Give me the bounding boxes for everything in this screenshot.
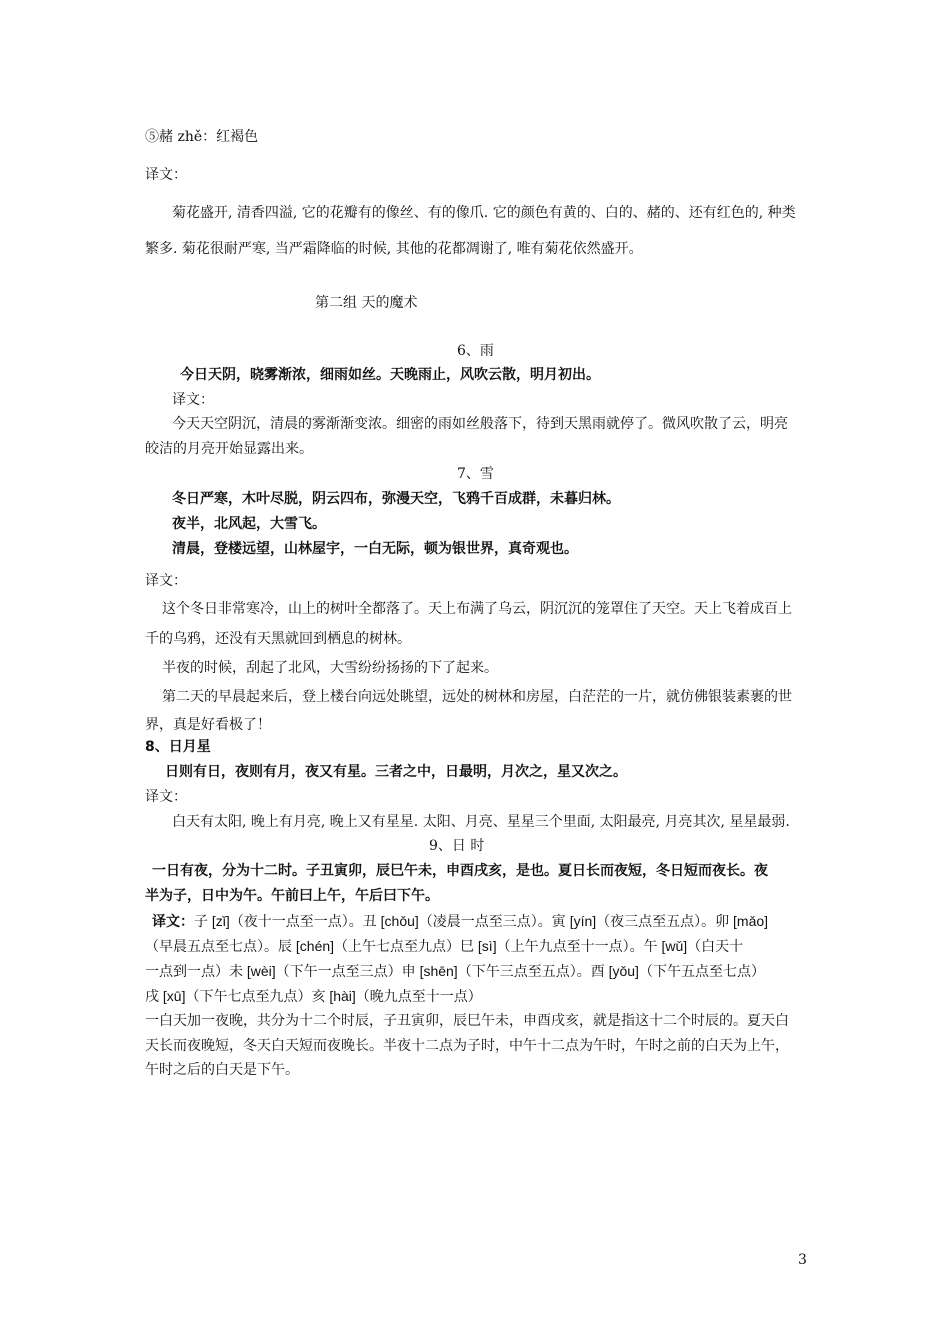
lesson-6-title: 6、雨 bbox=[457, 343, 494, 359]
juhua-translation-line: 菊花盛开, 清香四溢, 它的花瓣有的像丝、有的像爪. 它的颜色有黄的、白的、赭的、还有红色的, 种类 bbox=[172, 205, 796, 221]
yiwen-label: 译文： bbox=[145, 789, 187, 805]
yiwen-label: 译文： bbox=[145, 573, 187, 589]
lesson-7-text-line: 夜半，北风起，大雪飞。 bbox=[172, 516, 326, 532]
lesson-9-title: 9、日 时 bbox=[429, 838, 485, 854]
glossary-note-5: ⑤赭 zhě：红褐色 bbox=[145, 129, 259, 145]
lesson-8-title: 8、日月星 bbox=[145, 739, 211, 755]
lesson-7-translation-line: 半夜的时候，刮起了北风，大雪纷纷扬扬的下了起来。 bbox=[162, 660, 498, 676]
page-number: 3 bbox=[798, 1252, 807, 1268]
lesson-9-gloss-line: （早晨五点至七点）。辰 [chén]（上午七点至九点）巳 [sì]（上午九点至十一点）。午 [wǔ]（白天十 bbox=[145, 938, 744, 954]
lesson-8-text: 日则有日，夜则有月，夜又有星。三者之中，日最明，月次之，星又次之。 bbox=[165, 764, 627, 780]
lesson-9-translation-line: 天长而夜晚短，冬天白天短而夜晚长。半夜十二点为子时，中午十二点为午时，午时之前的白天为上午， bbox=[145, 1038, 789, 1054]
group-heading: 第二组 天的魔术 bbox=[315, 295, 418, 311]
juhua-translation-line: 繁多. 菊花很耐严寒, 当严霜降临的时候, 其他的花都凋谢了, 唯有菊花依然盛开。 bbox=[145, 241, 643, 257]
lesson-9-gloss-text: 子 [zǐ]（夜十一点至一点）。丑 [chǒu]（凌晨一点至三点）。寅 [yín]（夜三点至五点）。卯 [mǎo] bbox=[194, 913, 769, 929]
lesson-9-gloss-line: 戌 [xū]（下午七点至九点）亥 [hài]（晚九点至十一点） bbox=[145, 988, 482, 1004]
yiwen-label: 译文： bbox=[152, 914, 194, 930]
lesson-7-translation-line: 千的乌鸦，还没有天黑就回到栖息的树林。 bbox=[145, 631, 411, 647]
lesson-7-translation-line: 第二天的早晨起来后，登上楼台向远处眺望，远处的树林和房屋，白茫茫的一片，就仿佛银装素裹的世 bbox=[162, 689, 792, 705]
lesson-7-text-line: 冬日严寒，木叶尽脱，阴云四布，弥漫天空，飞鸦千百成群，未暮归林。 bbox=[172, 491, 620, 507]
yiwen-label: 译文： bbox=[172, 392, 214, 408]
lesson-9-translation-line: 午时之后的白天是下午。 bbox=[145, 1062, 299, 1078]
lesson-9-text-line: 半为子，日中为午。午前曰上午，午后曰下午。 bbox=[145, 888, 439, 904]
lesson-7-title: 7、雪 bbox=[457, 466, 494, 482]
yiwen-label: 译文： bbox=[145, 167, 187, 183]
lesson-7-text-line: 清晨，登楼远望，山林屋宇，一白无际，顿为银世界，真奇观也。 bbox=[172, 541, 578, 557]
lesson-7-translation-line: 界，真是好看极了！ bbox=[145, 717, 271, 733]
lesson-9-text-line: 一日有夜，分为十二时。子丑寅卯，辰巳午未，申酉戌亥，是也。夏日长而夜短，冬日短而夜长。夜 bbox=[152, 863, 768, 879]
lesson-6-translation-line: 今天天空阴沉，清晨的雾渐渐变浓。细密的雨如丝般落下，待到天黑雨就停了。微风吹散了云，明亮 bbox=[172, 416, 788, 432]
lesson-9-gloss-line bbox=[152, 912, 768, 931]
lesson-6-text: 今日天阴，晓雾渐浓，细雨如丝。天晚雨止，风吹云散，明月初出。 bbox=[180, 367, 600, 383]
lesson-9-gloss-line: 一点到一点）未 [wèi]（下午一点至三点）申 [shēn]（下午三点至五点）。酉 [yǒu]（下午五点至七点） bbox=[145, 963, 765, 979]
lesson-6-translation-line: 皎洁的月亮开始显露出来。 bbox=[145, 441, 313, 457]
lesson-7-translation-line: 这个冬日非常寒冷，山上的树叶全都落了。天上布满了乌云，阴沉沉的笼罩住了天空。天上飞着成百上 bbox=[162, 601, 792, 617]
lesson-9-translation-line: 一白天加一夜晚，共分为十二个时辰，子丑寅卯，辰巳午未，申酉戌亥，就是指这十二个时辰的。夏天白 bbox=[145, 1013, 789, 1029]
lesson-8-translation: 白天有太阳, 晚上有月亮, 晚上又有星星. 太阳、月亮、星星三个里面, 太阳最亮, 月亮其次, 星星最弱. bbox=[172, 814, 790, 830]
